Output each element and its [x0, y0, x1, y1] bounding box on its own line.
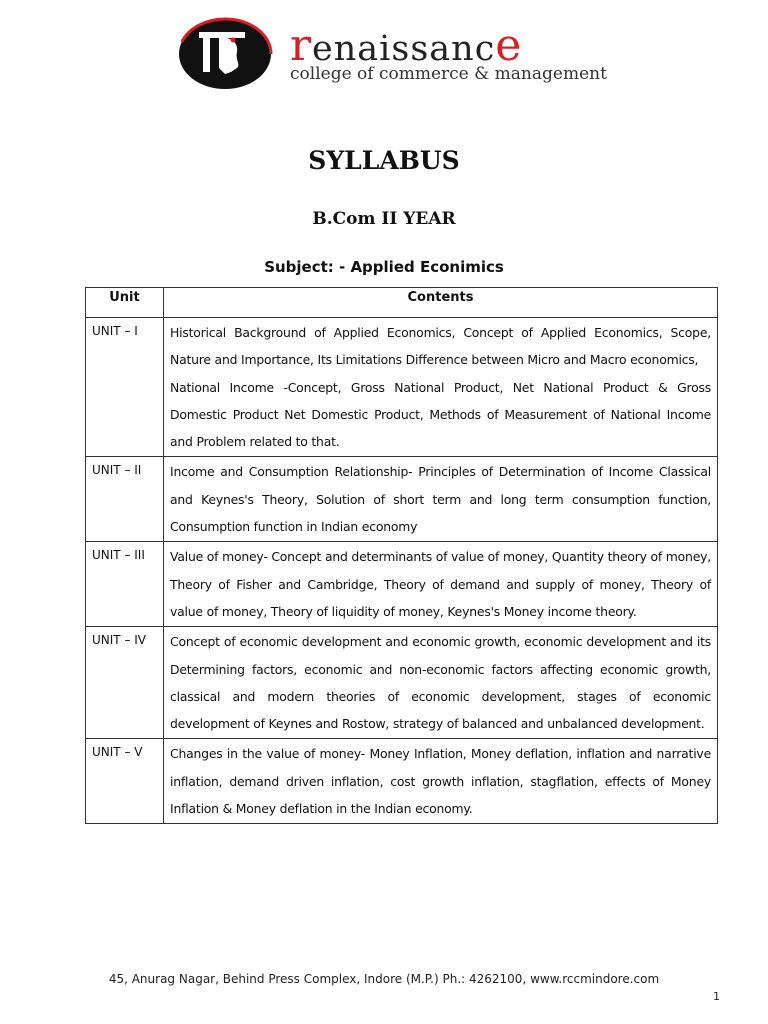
footer-address: 45, Anurag Nagar, Behind Press Complex, Indore (M.P.) Ph.: 4262100, www.rccmindore.com: [108, 972, 660, 986]
content-paragraph: National Income -Concept, Gross National Product, Net National Product & Gross Domestic Product Net Domestic Product, Methods of Measurement of National Income and Problem related to that.: [170, 379, 711, 450]
content-paragraph: Historical Background of Applied Economics, Concept of Applied Economics, Scope, Nature and Importance, Its Limitations Difference between Micro and Macro economics,: [170, 325, 711, 368]
content-paragraph: Concept of economic development and economic growth, economic development and its Determining factors, economic and non-economic factors affecting economic growth, classical and modern theories of economic development, stages of economic development of Keynes and Rostow, strategy of balanced and unbalanced development.: [170, 634, 711, 732]
unit-label: UNIT – I: [86, 318, 164, 457]
page-title: SYLLABUS: [308, 146, 460, 175]
brand-tagline: college of commerce & management: [290, 64, 607, 84]
page-number: 1: [713, 990, 720, 1003]
unit-label: UNIT – II: [86, 457, 164, 542]
course-year: B.Com II YEAR: [312, 209, 456, 229]
unit-contents: [164, 627, 718, 739]
subject-heading: Subject: - Applied Econimics: [264, 258, 504, 276]
brand-middle: enaissanc: [312, 29, 496, 69]
unit-contents: [164, 542, 718, 627]
brand-first-letter: r: [290, 20, 313, 71]
unit-contents: [164, 739, 718, 824]
college-header: [175, 16, 635, 96]
content-paragraph: Changes in the value of money- Money Inflation, Money deflation, inflation and narrative inflation, demand driven inflation, cost growth inflation, stagflation, effects of Money Inflation & Money deflation in the Indian economy.: [170, 746, 711, 817]
unit-label: UNIT – V: [86, 739, 164, 824]
brand-last-letter: e: [495, 20, 523, 71]
college-logo-icon: [175, 16, 275, 92]
contents-column-header: Contents: [164, 288, 718, 318]
table-row: [86, 457, 718, 542]
unit-contents: [164, 457, 718, 542]
syllabus-table: [85, 287, 718, 824]
unit-label: UNIT – III: [86, 542, 164, 627]
table-header-row: [86, 288, 718, 318]
table-row: [86, 318, 718, 457]
content-paragraph: Value of money- Concept and determinants of value of money, Quantity theory of money, Theory of Fisher and Cambridge, Theory of demand and supply of money, Theory of value of money, Theory of liquidity of money, Keynes's Money income theory.: [170, 549, 711, 619]
table-row: [86, 739, 718, 824]
unit-column-header: Unit: [86, 288, 164, 318]
unit-label: UNIT – IV: [86, 627, 164, 739]
unit-contents: [164, 318, 718, 457]
table-row: [86, 627, 718, 739]
content-paragraph: Income and Consumption Relationship- Principles of Determination of Income Classical and Keynes's Theory, Solution of short term and long term consumption function, Consumption function in Indian economy: [170, 464, 711, 535]
table-row: [86, 542, 718, 627]
